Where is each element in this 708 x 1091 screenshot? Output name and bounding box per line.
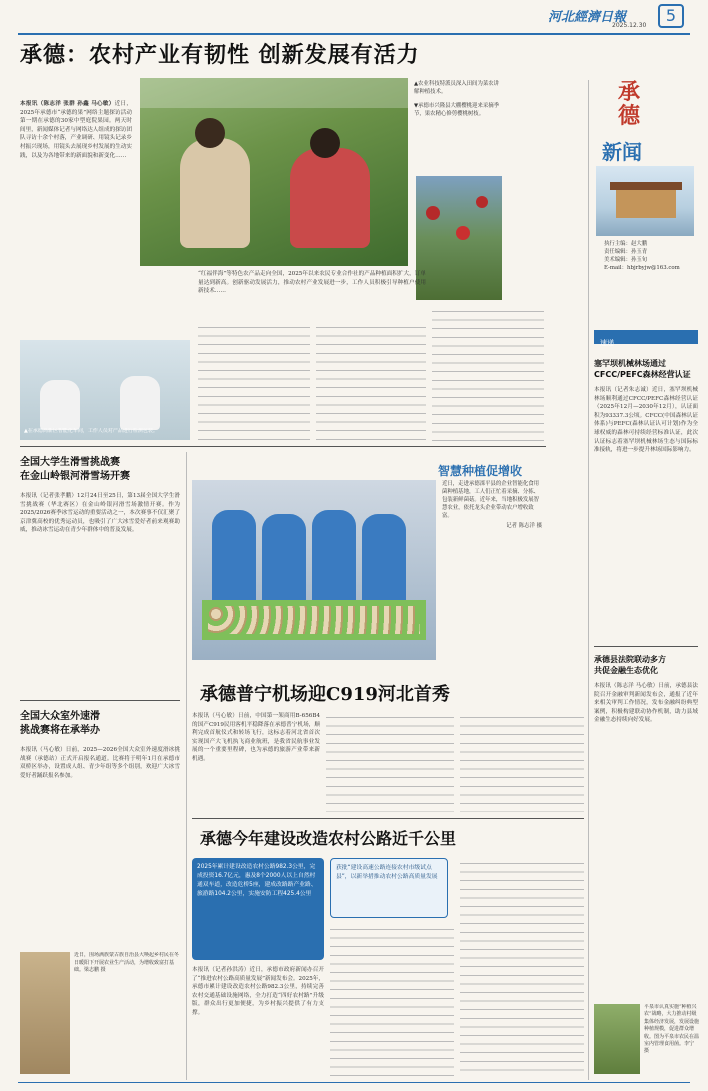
sidebar-designer: 美术编辑：孙玉旬 <box>604 257 648 263</box>
fungus-section-title: 智慧种植促增收 <box>438 464 523 478</box>
skate-title-line-1: 全国大众室外速滑 <box>20 711 100 722</box>
main-photo-greenhouse <box>140 78 408 266</box>
sidebar-section: 新闻 <box>602 140 642 164</box>
left-divider-1 <box>20 700 180 701</box>
ski-title-line-1: 全国大学生滑雪挑战赛 <box>20 457 120 468</box>
mid-article-col-3 <box>432 306 544 442</box>
c919-body: 本报讯（马心敏）日前，中国第一架商用B-656B4的国产C919民用客机平稳降落在承德普宁机场，顺利完成首航仪式和转场飞行，这标志着河北省首次实现国产大飞机执飞商业航班，是我省民航事业发展的一个重要里程碑，也为承德的旅游产业带来新机遇。 <box>192 713 320 762</box>
masthead-rule <box>18 33 690 35</box>
mid-article-text: “红福伴海”等特色农产品走向全国，2025年以来农民专业合作社的产品种植面积扩大，订单量达到新高。创新驱动发展活力，推动农村产业发展进一步，工作人员积极引导种植户使用新技术…… <box>198 271 426 295</box>
fungus-caption-text: 近日，走进承德滦平县的企业智能化食用菌种植基地，工人们正忙着采摘、分拣、包装新鲜菌菇。近年来，当地积极发展智慧农业，依托龙头企业带动农户增收致富。 <box>442 481 540 519</box>
right-bottom-caption: 平泉市认真实施“种植兴农”战略，大力推动村级集体经济发展，发展设施种植规模，促进群众增收。图为平泉市农民在温室内管理食用菌。李宁 摄 <box>644 1004 700 1055</box>
section-divider-2 <box>192 818 584 819</box>
masthead <box>0 0 708 32</box>
right-divider-1 <box>594 646 698 647</box>
mid-article-col-2 <box>316 322 426 442</box>
photo-factory <box>20 340 190 440</box>
main-byline: 本报讯（陈志洋 张群 孙鑫 马心敏） <box>20 101 115 107</box>
page-footer-rule <box>18 1082 690 1083</box>
page-number: 5 <box>665 6 677 25</box>
skate-title <box>20 710 180 738</box>
road-stat-text: 2025年累计建设改造农村公路982.3公里，完成投资16.7亿元，惠及8个2000人以上自然村通双车道，改造危桥5座，建成改路路产业路、旅游路104.2公里，实施安防工程425.4公里 <box>197 864 317 897</box>
c919-col-3 <box>460 712 584 812</box>
c919-col-2 <box>326 712 454 812</box>
road-headline: 承德今年建设改造农村公路近千公里 <box>200 829 457 848</box>
sidebar-email: E-mail：hbjrbyjw@163.com <box>604 265 680 271</box>
brief-title-line-1: 塞罕坝机械林场通过 <box>594 359 666 368</box>
brief-title <box>594 358 698 380</box>
sidebar-credits <box>604 240 694 284</box>
main-photo-caption <box>414 80 502 160</box>
brief-title-line-2: CFCC/PEFC森林经营认证 <box>594 370 691 379</box>
page-number-badge <box>658 4 684 28</box>
c919-headline: 承德普宁机场迎C919河北首秀 <box>200 684 450 705</box>
left-bottom-photo <box>20 952 70 1074</box>
court-title <box>594 654 698 676</box>
mid-article-col-1 <box>198 322 310 442</box>
ski-title-line-2: 在金山岭银河滑雪场开赛 <box>20 471 130 482</box>
ski-title <box>20 456 180 484</box>
court-title-line-2: 共促金融生态优化 <box>594 666 658 675</box>
main-headline: 承德：农村产业有韧性 创新发展有活力 <box>20 43 420 68</box>
masthead-date: 2025.12.30 <box>612 22 647 29</box>
right-column-divider <box>588 80 589 1080</box>
court-title-line-1: 承德县法院联动多方 <box>594 655 666 664</box>
skate-body: 本报讯（马心敏）日前，2025—2026全国大众室外速度滑冰挑战赛（承德站）正式开启报名通道。比赛将于明年1月在承德市双桥区举办，设置成人组、青少年组等多个组别，欢迎广大冰雪爱好者踊跃报名参加。 <box>20 747 180 779</box>
road-col-3 <box>460 858 584 1076</box>
brief-label: 速递 <box>600 339 614 347</box>
main-article-body <box>20 100 132 336</box>
fungus-photo <box>192 480 436 660</box>
ski-body: 本报讯（记者张孝鹏）12月24日至25日，第13届全国大学生滑雪挑战赛（华北赛区）在金山岭银河滑雪场激情开赛。作为2025/2026赛季冰雪运动的重要活动之一，本次赛事不仅汇聚了京津冀高校的优秀运动员，也吸引了广大冰雪爱好者前来观赛助威，推动冰雪运动在青少年群体中的普及发展。 <box>20 493 180 534</box>
masthead-paper-name: 河北經濟日報 <box>548 10 627 25</box>
road-col-2 <box>330 924 454 1076</box>
road-stat-box <box>192 858 324 960</box>
skate-title-line-2: 挑战赛将在承举办 <box>20 725 100 736</box>
fungus-caption <box>442 480 542 658</box>
fungus-credit: 记者 陈志洋 摄 <box>506 523 542 529</box>
photo-cherry <box>416 176 502 300</box>
sidebar-city: 承德 <box>618 79 641 129</box>
brief-label-badge <box>594 330 698 347</box>
main-caption-line-2: ▼承德市兴隆县大棚樱桃迎来采摘季节，果农精心修剪樱桃树枝。 <box>414 103 500 117</box>
left-column-divider <box>186 452 187 1080</box>
sidebar-checker: 责任编辑：孙玉青 <box>604 249 648 255</box>
section-divider-1 <box>20 446 546 447</box>
factory-photo-caption: ▲在承德高新区智能化车间，工作人员对产品进行检测包装。 <box>24 428 158 434</box>
sidebar-building-photo <box>596 166 694 236</box>
left-bottom-caption: 近日，围场满族蒙古族自治县大唤起乡村民在冬日暖阳下开展农业生产活动，为增收致富打基础。梁志鹏 摄 <box>74 952 180 974</box>
road-pilot-box <box>330 858 448 918</box>
main-caption-line-1: ▲农业科技特派员深入田间为菜农讲解种植技术。 <box>414 81 500 95</box>
sidebar-editor: 执行主编：赵大鹏 <box>604 241 648 247</box>
road-pilot-text: 获批“建设高速公路连接农村市级试点县”，以新举措推动农村公路高质量发展 <box>336 865 438 880</box>
brief-body: 本报讯（记者朱志诚）近日，塞罕坝机械林场顺利通过CFCC/PEFC森林经营认证（2025年12月—2030年12月），认证面积为93337.3公顷。CFCC(中国森林认证体系)与PEFC(森林认证认可计划)作为全球权威的森林可持续经营标准认证，此次认证标志着塞罕坝机械林场生态与国际标准接轨，将进一步提升林场国际影响力。 <box>594 387 698 454</box>
main-body-text: 近日，2025年承德市“承德的果”网络主题探访活动第一期在承德的30家中型庭院果园。两天时间里，新闻媒体记者与网络达人组成的探访团队寻访十余个村落，产业调研、用镜头记录乡村振兴现场，用镜头去展现乡村发展的生动实践，以及为各地带来的新面貌和新变化…… <box>20 101 132 159</box>
right-bottom-photo <box>594 1004 640 1074</box>
road-body: 本报讯（记者孙洪涛）近日，承德市政府新闻办召开了“推进农村公路高质量发展”新闻发布会。2025年，承德市累计建设改造农村公路982.3公里，持续完善农村交通基础设施网络，全力打造“四好农村路”升级版，群众出行更加便捷，为乡村振兴提供了有力支撑。 <box>192 967 324 1016</box>
court-body: 本报讯（陈志洋 马心敏）日前，承德县法院召开金融审判新闻发布会，通报了近年来相关审判工作情况，发布金融纠纷典型案例，积极构建联动协作机制，助力县域金融生态持续向好发展。 <box>594 683 698 724</box>
